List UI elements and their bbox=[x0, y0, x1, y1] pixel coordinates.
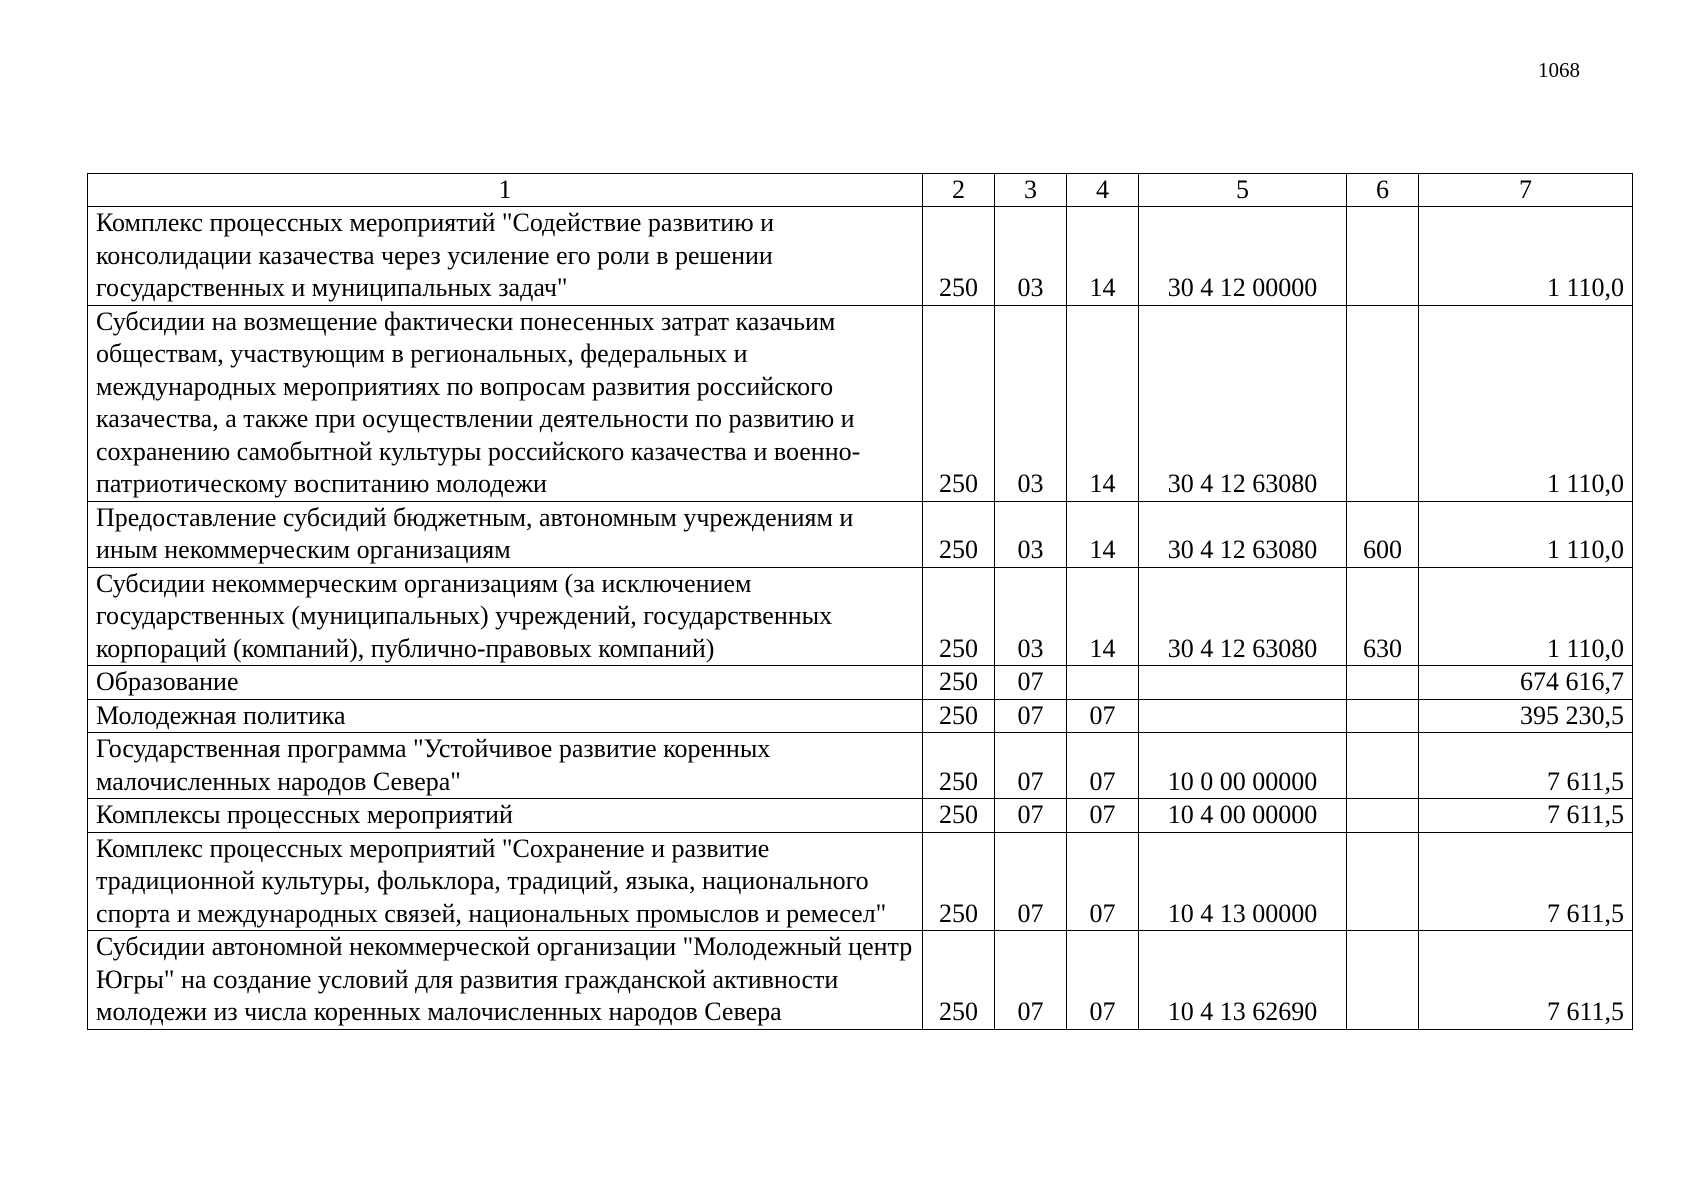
row-col-3: 03 bbox=[995, 207, 1067, 306]
row-col-7: 1 110,0 bbox=[1419, 567, 1633, 666]
row-col-2: 250 bbox=[923, 931, 995, 1030]
table-row bbox=[88, 305, 1633, 501]
row-col-5: 10 4 13 62690 bbox=[1139, 931, 1347, 1030]
header-cell-2: 2 bbox=[923, 174, 995, 207]
header-cell-6: 6 bbox=[1347, 174, 1419, 207]
row-col-2: 250 bbox=[923, 207, 995, 306]
row-name: Субсидии автономной некоммерческой организации "Молодежный центр Югры" на создание условий для развития гражданской активности молодежи из числа коренных малочисленных народов Севера bbox=[88, 931, 923, 1030]
row-col-2: 250 bbox=[923, 733, 995, 799]
row-col-5: 10 4 13 00000 bbox=[1139, 832, 1347, 931]
row-col-5: 30 4 12 63080 bbox=[1139, 567, 1347, 666]
row-col-7: 7 611,5 bbox=[1419, 799, 1633, 833]
row-name: Образование bbox=[88, 666, 923, 700]
row-col-4: 14 bbox=[1067, 207, 1139, 306]
row-col-4: 07 bbox=[1067, 931, 1139, 1030]
table-row bbox=[88, 699, 1633, 733]
row-col-2: 250 bbox=[923, 567, 995, 666]
row-name: Молодежная политика bbox=[88, 699, 923, 733]
row-name: Комплекс процессных мероприятий "Сохранение и развитие традиционной культуры, фольклора, традиций, языка, национального спорта и международных связей, национальных промыслов и ремесел" bbox=[88, 832, 923, 931]
page-number: 1068 bbox=[1538, 58, 1580, 82]
row-col-5 bbox=[1139, 666, 1347, 700]
row-col-5: 30 4 12 00000 bbox=[1139, 207, 1347, 306]
row-name: Комплексы процессных мероприятий bbox=[88, 799, 923, 833]
row-col-5: 30 4 12 63080 bbox=[1139, 305, 1347, 501]
row-name: Государственная программа "Устойчивое развитие коренных малочисленных народов Севера" bbox=[88, 733, 923, 799]
row-col-4: 07 bbox=[1067, 699, 1139, 733]
header-cell-3: 3 bbox=[995, 174, 1067, 207]
table-row bbox=[88, 733, 1633, 799]
row-col-6 bbox=[1347, 931, 1419, 1030]
row-col-6 bbox=[1347, 305, 1419, 501]
row-col-4: 14 bbox=[1067, 501, 1139, 567]
header-cell-5: 5 bbox=[1139, 174, 1347, 207]
header-cell-7: 7 bbox=[1419, 174, 1633, 207]
row-col-6 bbox=[1347, 799, 1419, 833]
table-row bbox=[88, 567, 1633, 666]
row-col-3: 07 bbox=[995, 733, 1067, 799]
row-col-6 bbox=[1347, 699, 1419, 733]
row-name: Субсидии на возмещение фактически понесенных затрат казачьим обществам, участвующим в региональных, федеральных и международных мероприятиях по вопросам развития российского казачества, а также при осуществлении деятельности по развитию и сохранению самобытной культуры российского казачества и военно-патриотическому воспитанию молодежи bbox=[88, 305, 923, 501]
row-col-3: 07 bbox=[995, 931, 1067, 1030]
row-col-6 bbox=[1347, 733, 1419, 799]
row-col-7: 7 611,5 bbox=[1419, 832, 1633, 931]
row-col-6: 600 bbox=[1347, 501, 1419, 567]
row-col-4: 07 bbox=[1067, 799, 1139, 833]
row-col-4: 07 bbox=[1067, 733, 1139, 799]
row-col-3: 03 bbox=[995, 501, 1067, 567]
table-row bbox=[88, 207, 1633, 306]
row-col-6 bbox=[1347, 207, 1419, 306]
row-col-3: 07 bbox=[995, 699, 1067, 733]
row-col-4: 14 bbox=[1067, 567, 1139, 666]
row-col-5: 10 4 00 00000 bbox=[1139, 799, 1347, 833]
row-col-7: 395 230,5 bbox=[1419, 699, 1633, 733]
row-col-3: 03 bbox=[995, 567, 1067, 666]
table-row bbox=[88, 832, 1633, 931]
row-col-7: 7 611,5 bbox=[1419, 931, 1633, 1030]
row-col-4: 14 bbox=[1067, 305, 1139, 501]
table-header-row bbox=[88, 174, 1633, 207]
row-col-6 bbox=[1347, 832, 1419, 931]
row-col-3: 07 bbox=[995, 666, 1067, 700]
row-col-2: 250 bbox=[923, 699, 995, 733]
row-col-5: 30 4 12 63080 bbox=[1139, 501, 1347, 567]
budget-table bbox=[87, 173, 1633, 1030]
row-name: Предоставление субсидий бюджетным, автономным учреждениям и иным некоммерческим организациям bbox=[88, 501, 923, 567]
header-cell-1: 1 bbox=[88, 174, 923, 207]
row-name: Комплекс процессных мероприятий "Содействие развитию и консолидации казачества через усиление его роли в решении государственных и муниципальных задач" bbox=[88, 207, 923, 306]
row-col-3: 07 bbox=[995, 832, 1067, 931]
table-row bbox=[88, 501, 1633, 567]
row-col-7: 1 110,0 bbox=[1419, 501, 1633, 567]
row-col-3: 03 bbox=[995, 305, 1067, 501]
row-col-3: 07 bbox=[995, 799, 1067, 833]
row-col-5: 10 0 00 00000 bbox=[1139, 733, 1347, 799]
table-row bbox=[88, 799, 1633, 833]
row-col-7: 674 616,7 bbox=[1419, 666, 1633, 700]
row-col-2: 250 bbox=[923, 501, 995, 567]
row-col-5 bbox=[1139, 699, 1347, 733]
row-col-6: 630 bbox=[1347, 567, 1419, 666]
row-col-7: 7 611,5 bbox=[1419, 733, 1633, 799]
row-col-7: 1 110,0 bbox=[1419, 207, 1633, 306]
row-col-6 bbox=[1347, 666, 1419, 700]
row-col-2: 250 bbox=[923, 832, 995, 931]
header-cell-4: 4 bbox=[1067, 174, 1139, 207]
row-col-4: 07 bbox=[1067, 832, 1139, 931]
row-col-2: 250 bbox=[923, 305, 995, 501]
row-col-7: 1 110,0 bbox=[1419, 305, 1633, 501]
row-col-2: 250 bbox=[923, 666, 995, 700]
table-row bbox=[88, 666, 1633, 700]
table-row bbox=[88, 931, 1633, 1030]
row-name: Субсидии некоммерческим организациям (за исключением государственных (муниципальных) учреждений, государственных корпораций (компаний), публично-правовых компаний) bbox=[88, 567, 923, 666]
row-col-4 bbox=[1067, 666, 1139, 700]
row-col-2: 250 bbox=[923, 799, 995, 833]
